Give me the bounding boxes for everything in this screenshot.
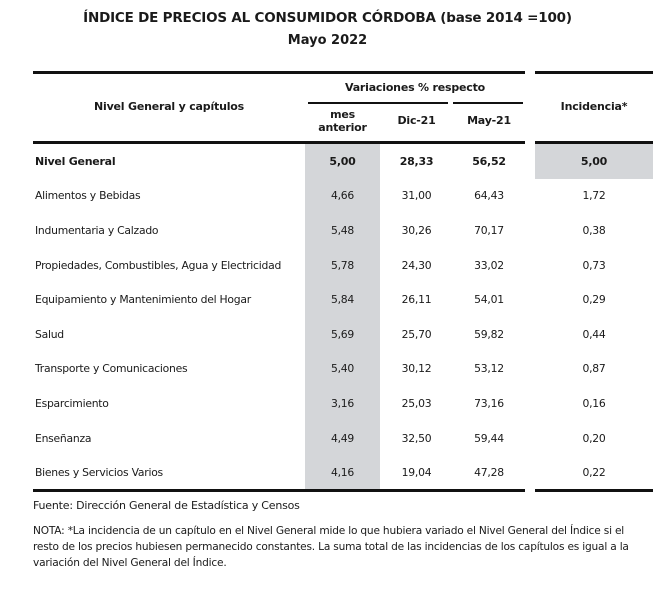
table-row xyxy=(0,386,655,421)
column-header-chapters: Nivel General y capítulos xyxy=(94,100,244,114)
cell-may-21: 54,01 xyxy=(474,293,504,307)
cell-dic-21: 30,26 xyxy=(401,223,432,237)
page-title: ÍNDICE DE PRECIOS AL CONSUMIDOR CÓRDOBA (base 2014 =100) xyxy=(83,10,572,26)
cell-incidencia: 1,72 xyxy=(582,189,606,203)
cell-incidencia: 0,29 xyxy=(582,293,606,307)
table-body xyxy=(0,144,655,490)
row-label: Bienes y Servicios Varios xyxy=(35,466,163,480)
table-row xyxy=(0,282,655,317)
cell-dic-21: 19,04 xyxy=(401,466,432,480)
cell-dic-21: 30,12 xyxy=(401,362,432,376)
cell-mes-anterior: 5,00 xyxy=(305,144,380,179)
cell-may-21: 73,16 xyxy=(474,396,504,410)
source-note: Fuente: Dirección General de Estadística y Censos xyxy=(33,499,300,512)
column-group-header-variations: Variaciones % respecto xyxy=(344,81,486,95)
cell-may-21: 56,52 xyxy=(472,154,506,168)
cell-dic-21: 28,33 xyxy=(399,154,434,168)
cell-may-21: 70,17 xyxy=(474,223,504,237)
cell-dic-21: 26,11 xyxy=(401,293,432,307)
cell-may-21: 59,44 xyxy=(474,431,504,445)
cell-dic-21: 25,03 xyxy=(401,396,432,410)
cell-mes-anterior: 4,66 xyxy=(305,179,380,214)
cell-dic-21: 24,30 xyxy=(401,258,432,272)
cell-incidencia: 0,38 xyxy=(582,223,606,237)
row-label: Salud xyxy=(35,327,64,341)
cell-incidencia: 5,00 xyxy=(535,144,653,179)
cell-may-21: 33,02 xyxy=(474,258,504,272)
table-row xyxy=(0,455,655,490)
column-header-incidencia: Incidencia* xyxy=(560,100,628,114)
cell-mes-anterior: 5,78 xyxy=(305,248,380,283)
cell-incidencia: 0,87 xyxy=(582,362,606,376)
cell-mes-anterior: 5,69 xyxy=(305,317,380,352)
cell-mes-anterior: 4,16 xyxy=(305,455,380,490)
column-header-may-21: May-21 xyxy=(467,114,511,128)
cell-may-21: 64,43 xyxy=(474,189,504,203)
footnote: NOTA: *La incidencia de un capítulo en el Nivel General mide lo que hubiera variado el Nivel General del Índice si el resto de los precios hubiesen permanecido constantes. La suma total de las incidencias de los capítulos es igual a la variación del Nivel General del Índice. xyxy=(33,525,629,569)
row-label: Transporte y Comunicaciones xyxy=(35,362,188,376)
row-label: Indumentaria y Calzado xyxy=(35,223,159,237)
row-label: Alimentos y Bebidas xyxy=(35,189,141,203)
incidencia-bottom-border xyxy=(535,489,653,492)
cell-incidencia: 0,20 xyxy=(582,431,606,445)
column-header-dic-21: Dic-21 xyxy=(397,114,436,128)
table-row xyxy=(0,213,655,248)
cell-may-21: 59,82 xyxy=(474,327,504,341)
cell-may-21: 47,28 xyxy=(474,466,504,480)
cell-incidencia: 0,16 xyxy=(582,396,606,410)
table-row xyxy=(0,179,655,214)
cell-incidencia: 0,44 xyxy=(582,327,606,341)
row-label: Enseñanza xyxy=(35,431,92,445)
row-label: Propiedades, Combustibles, Agua y Electricidad xyxy=(35,258,282,272)
cell-incidencia: 0,22 xyxy=(582,466,606,480)
cell-dic-21: 32,50 xyxy=(401,431,432,445)
cell-mes-anterior: 3,16 xyxy=(305,386,380,421)
cell-mes-anterior: 5,84 xyxy=(305,282,380,317)
page-subtitle: Mayo 2022 xyxy=(287,33,368,48)
column-header-mes-anterior: mes anterior xyxy=(318,107,367,134)
table-row xyxy=(0,317,655,352)
cell-may-21: 53,12 xyxy=(474,362,504,376)
row-label: Equipamiento y Mantenimiento del Hogar xyxy=(35,293,251,307)
cell-mes-anterior: 5,48 xyxy=(305,213,380,248)
table-row xyxy=(0,248,655,283)
cell-mes-anterior: 5,40 xyxy=(305,352,380,387)
cell-mes-anterior: 4,49 xyxy=(305,421,380,456)
table-row xyxy=(0,144,655,179)
cell-dic-21: 25,70 xyxy=(401,327,432,341)
cell-incidencia: 0,73 xyxy=(582,258,606,272)
row-label: Nivel General xyxy=(35,154,116,168)
table-bottom-border xyxy=(33,489,525,492)
table-row xyxy=(0,352,655,387)
cell-dic-21: 31,00 xyxy=(401,189,432,203)
row-label: Esparcimiento xyxy=(35,396,109,410)
table-row xyxy=(0,421,655,456)
